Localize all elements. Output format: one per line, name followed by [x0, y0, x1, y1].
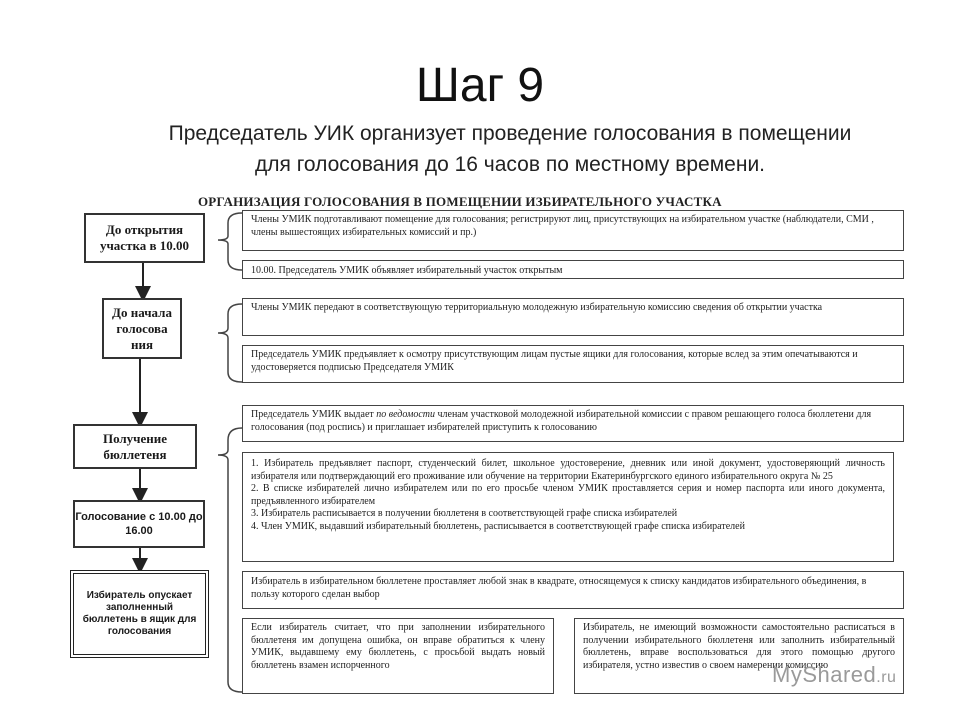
note-assisted-voting: Избиратель, не имеющий возможности самостоятельно расписаться в получении избирательного бюллетеня или заполнить избирательный бюллетень, вправе воспользоваться для этого помощью другого избирателя, устно известив о своем намерении комиссию	[574, 618, 904, 694]
note-open-station: 10.00. Председатель УМИК объявляет избирательный участок открытым	[242, 260, 904, 279]
note-mark-ballot: Избиратель в избирательном бюллетене проставляет любой знак в квадрате, относящемуся к списку кандидатов избирательного объединения, в пользу которого сделан выбор	[242, 571, 904, 609]
step-before-voting: До начала голосова ния	[102, 298, 182, 359]
step-cast-ballot: Избиратель опускает заполненный бюллетень в ящик для голосования	[70, 570, 209, 658]
note-issue-ballots-part-b: членам участковой молодежной избирательной комиссии с правом решающего голоса бюллетени для голосования (под роспись) и приглашает избирателей приступить к голосованию	[251, 409, 872, 433]
brace-3	[218, 428, 242, 692]
diagram-title: ОРГАНИЗАЦИЯ ГОЛОСОВАНИЯ В ПОМЕЩЕНИИ ИЗБИРАТЕЛЬНОГО УЧАСТКА	[198, 194, 722, 209]
note-report-opening: Члены УМИК передают в соответствующую территориальную молодежную избирательную комиссию сведения об открытии участка	[242, 298, 904, 336]
note-issue-ballots-italic: по ведомости	[376, 409, 435, 420]
brace-2	[218, 304, 242, 382]
note-spoiled-ballot: Если избиратель считает, что при заполнении избирательного бюллетеня им допущена ошибка, он вправе обратиться к члену УМИК, выдавшему ему бюллетень, с просьбой выдать новый бюллетень взамен испорченного	[242, 618, 554, 694]
procedure-item-4: 4. Член УМИК, выдавший избирательный бюллетень, расписывается в соответствующей графе списка избирателей	[251, 520, 745, 532]
step-get-ballot: Получение бюллетеня	[73, 424, 197, 469]
step-before-opening: До открытия участка в 10.00	[84, 213, 205, 263]
subtitle-line-1: Председатель УИК организует проведение голосования в помещении	[168, 122, 852, 145]
note-issue-ballots	[242, 405, 904, 442]
note-inspect-boxes: Председатель УМИК предъявляет к осмотру присутствующим лицам пустые ящики для голосования, которые вслед за этим опечатываются и удостоверяется подписью Председателя УМИК	[242, 345, 904, 383]
step-voting: Голосование с 10.00 до 16.00	[73, 500, 205, 548]
procedure-item-2: 2. В списке избирателей лично избирателем или по его просьбе членом УМИК проставляется серия и номер паспорта или иного документа, предъявленного избирателем	[251, 483, 885, 507]
note-voter-procedure	[242, 452, 894, 562]
note-prepare-room: Члены УМИК подготавливают помещение для голосования; регистрируют лиц, присутствующих на избирательном участке (наблюдатели, СМИ , члены вышестоящих избирательных комиссий и пр.)	[242, 210, 904, 251]
procedure-item-3: 3. Избиратель расписывается в получении бюллетеня в соответствующей графе списка избирателей	[251, 508, 678, 519]
subtitle-line-2: для голосования до 16 часов по местному времени.	[254, 153, 766, 176]
brace-1	[218, 213, 242, 270]
note-issue-ballots-part-a: Председатель УМИК выдает	[251, 409, 377, 420]
slide-title: Шаг 9	[415, 59, 545, 112]
procedure-item-1: 1. Избиратель предъявляет паспорт, студенческий билет, школьное удостоверение, дневник или иной документ, удостоверяющий личность избирателя или подтверждающий его проживание или обучение на территории Екатеринбургского единого избирательного округа № 25	[251, 458, 885, 482]
watermark-brand: MyShared	[772, 662, 877, 687]
watermark	[772, 662, 896, 688]
watermark-domain: .ru	[876, 669, 897, 686]
